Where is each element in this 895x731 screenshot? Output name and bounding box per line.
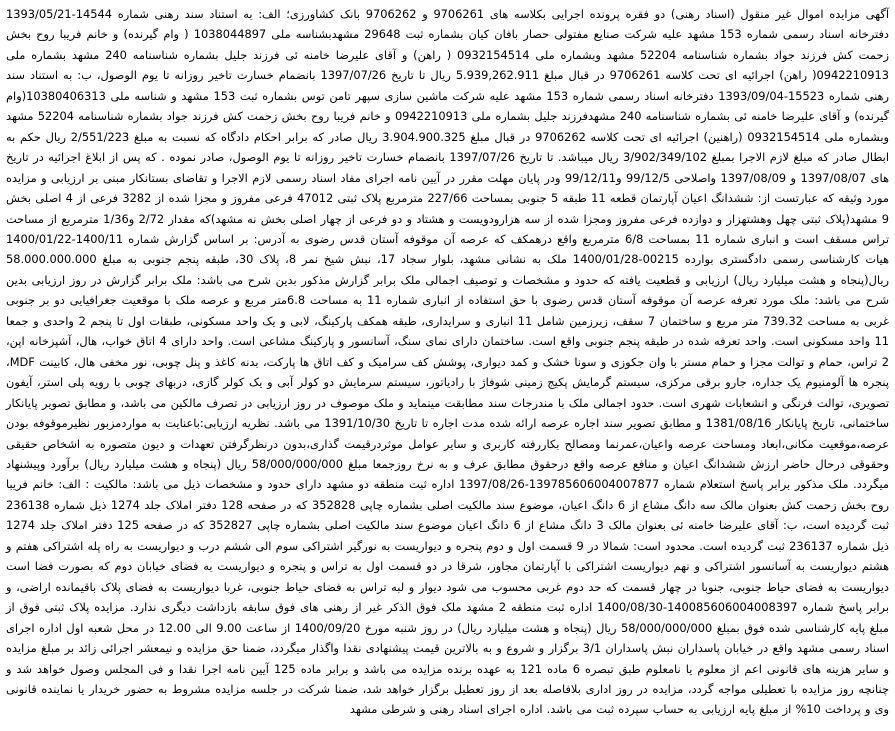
auction-notice-text: آگهی مزایده اموال غیر منقول (اسناد رهنی) دو فقره پرونده اجرایی بکلاسه های 9706261 و 9706262 بانک کشاورزی؛ الف: به استناد سند رهنی شماره 14544-1393/05/21 دفترخانه اسناد رسمی شماره 153 مشهد علیه شرکت صنایع مفتولی حصار بافان کیان بشماره ثبت 29648 مشهدبشناسه ملی 1038044897 ( وام گیرنده) و خانم فریبا روح بخش زحمت کش فرزند جواد بشماره شناسنامه 52204 مشهد وبشماره ملی 0932154514 ( راهن) و آقای علیرضا خامنه ئی فرزند جلیل بشماره شناسنامه 240 مشهد بشماره ملی 0942210913( راهن) اجرائیه ای تحت کلاسه 9706261 در قبال مبلغ 5.939,262.911 ریال تا تاریخ 1397/07/26 بانضمام خسارت تاخیر روزانه تا یوم الوصول، ب: به استناد سند رهنی شماره 15523-1393/09/04 دفترخانه اسناد رسمی شماره 153 مشهد علیه شرکت ماشین سازی سپهر تامن توس بشماره ثبت 153 مشهد و شناسه ملی 10380406313(وام گیرنده) و آقای علیرضا خامنه ئی بشماره شناسنامه 240 مشهدفرزند جلیل بشماره ملی 0942210913 و خانم فریبا روح بخش زحمت کش فرزند جواد بشماره شناسنامه 52204 مشهد وبشماره ملی 0932154514 (راهنین) اجرائیه ای تحت کلاسه 9706262 در قبال مبلغ 3.904.900.325 ریال صادر که برابر احکام دادگاه که نسبت به مبلغ 2/551/223 ریال حکم به ابطال صادر که مبلغ لازم الاجرا بمبلغ 3/902/349/102 ریال میباشد. تا تاریخ 1397/07/26 بانضمام خسارت تاخیر روزانه تا یوم الوصول، صادر نموده . که پس از ابلاغ اجرائیه در تاریخ های 1397/08/07 و 1397/08/09 واصلاحی 99/12/5 و99/12/11 ودر پایان مهلت مقرر در آیین نامه اجرای مفاد اسناد رسمی لازم الاجرا و تقاضای بستانکار مبنی بر ارزیابی و مزایده مورد وثیقه که عبارتست از: ششدانگ اعیان آپارتمان قطعه 11 طبقه 5 جنوبی بمساحت 227/66 مترمربع پلاک ثبتی 47012 فرعی مفروز و مجزا شده از 3282 فرعی از 4 اصلی بخش 9 مشهد(پلاک ثبتی چهل وهشتهزار و دوازده فرعی مفروز ومجزا شده از سه هزارودویست و هشتاد و دو فرعی از چهار اصلی بخش نه مشهد)که مقدار 2/72 و1/36 مترمربع از مساحت تراس مسقف است و انباری شماره 11 بمساحت 6/8 مترمربع واقع درهمکف که عرصه آن موقوفه آستان قدس رضوی به آدرس: بر اساس گزارش شماره 1400/11-1400/01/22 هیات کارشناسی رسمی دادگستری بوارده 00215-1400/01/28 ملک به نشانی مشهد، بلوار سجاد 17، نبش شیخ نمر 8، پلاک 30، طبقه پنجم جنوبی به مبلغ 58.000.000.000 ریال(پنجاه و هشت میلیارد ریال) ارزیابی و قطعیت یافته که حدود و مشخصات و توصیف اجمالی ملک برابر گزارش مذکور بدین شرح می باشد: ملک برابر گزارش در روز ارزیابی بدین شرح می باشد: ملک مورد تعرفه عرصه آن موقوفه آستان قدس رضوی با حق استفاده از انباری شماره 11 به مساحت 6.8متر مربع و عرصه ملک با موقعیت جغرافیایی دو بر جنوبی غربی به مساحت 739.32 متر مربع و ساختمان 7 سقف، زیرزمین شامل 11 انباری و سرایداری، طبقه همکف پارکینگ، لابی و یک واحد مسکونی، طبقات اول تا پنجم 2 واحدی و جمعا 11 واحد مسکونی است. واحد تعرفه شده در طبقه پنجم جنوبی واقع است. ساختمان دارای نمای سنگ، آسانسور و پارکینگ مشاعی است. واحد دارای 4 اتاق خواب، هال، آشپزخانه اپن، 2 تراس، حمام و توالت مجزا و حمام مستر با وان جکوزی و سونا خشک و کمد دیواری، پوشش کف سرامیک و کف اتاق ها پارکت، بدنه کاغذ و پنل چوبی، نور مخفی هال، کابینت MDF، پنجره ها آلومنیوم یک جداره، جارو برقی مرکزی، سیستم گرمایش پکیج زمینی شوفاژ با رادیاتور، سیستم سرمایش دو کولر آبی و یک کولر گازی، دربهای چوبی با رویه پلی استر، آیفون تصویری، توالت فرنگی و انشعابات شهری است. حدود اجمالی ملک با مندرجات سند مطابقت مینماید و ملک موصوف در روز ارزیابی در تصرف مالکین می باشد، و مطابق تصویر پایانکار ساختمانی، تاریخ پایانکار 1381/08/16 و مطابق تصویر سند اجاره عرصه ارائه شده مدت اجاره تا تاریخ 1391/10/30 می باشد. نظریه ارزیابی:باعنایت به مواردمزبور نظیرموقوفه بودن عرصه،موقعیت مکانی،ابعاد ومساحت عرصه واعیان،عمرنما ومصالح بکاررفته کاربری و سایر عوامل موثردرقیمت گذاری،بدون درنظرگرفتن تعهدات و دیون متصوره به اشخاص حقیقی وحقوقی درحال حاضر ارزش ششدانگ اعیان و منافع عرصه واقع درحقوق مطابق عرف و به نرخ روزجمعا مبلغ 58/000/000/000 ریال (پنجاه و هشت میلیارد ریال) برآورد وپیشنهاد میگردد. ملک مذکور برابر پاسخ استعلام شماره 139785606004007877-1397/08/26 اداره ثبت منطقه دو مشهد دارای حدود و مشخصات ذیل می باشد: مالکیت : الف: خانم فریبا روح بخش زحمت کش بعنوان مالک سه دانگ مشاع از 6 دانگ اعیان، موضوع سند مالکیت اصلی بشماره چاپی 352828 که در صفحه 128 دفتر املاک جلد 1274 ذیل شماره 236138 ثبت گردیده است، ب: آقای علیرضا خامنه ئی بعنوان مالک 3 دانگ مشاع از 6 دانگ اعیان موضوع سند مالکیت اصلی بشماره چاپی 352827 که در صفحه 125 دفتر املاک جلد 1274 ذیل شماره 236137 ثبت گردیده است. محدود است: شمالا در 9 قسمت اول و دوم پنجره و دیواریست به نورگیر اشتراکی سوم الی ششم درب و دیواریست به راه پله اشتراکی هفتم و هشتم دیواریست به آسانسور اشتراکی و نهم دیواریست اشتراکی با آپارتمان مجاور، شرقا در دو قسمت اول به تراس و پنجره و دیواریست به فضای خیابان دوم که بصورت فضا است دیواریست به فضای حیاط جنوبی، جنوبا در چهار قسمت که حد دوم غربی محسوب می شود دیوار و لبه تراس به فضای حیاط جنوبی، غربا دیواریست به فضای پلاک باقیمانده اراضی، و برابر پاسخ شماره 140085606004008397-1400/08/30 اداره ثبت منطقه 2 مشهد ملک فوق الذکر غیر از رهنی های فوق سابقه بازداشت دیگری ندارد. مزایده پلاک ثبتی فوق از مبلغ پایه کارشناسی شده فوق بمبلغ 58/000/000/000 ریال (پنجاه و هشت میلیارد ریال) در روز شنبه مورخ 1400/09/20 از ساعت 9.00 الی 12.00 در محل شعبه اول اداره اجرای اسناد رسمی مشهد واقع در خیابان پاسداران نبش پاسداران 3/1 برگزار و شروع و به بالاترین قیمت پیشنهادی نقدا واگذار میگردد، ضمنا حق مزایده و نیمعشر اجرائی زائد بر مبلغ مزایده و سایر هزینه های قانونی اعم از معلوم یا نامعلوم طبق تبصره 6 ماده 121 به عهده برنده مزایده می باشد و برابر ماده 125 آیین نامه اجرا نقدا و فی المجلس وصول خواهد شد و چنانچه روز مزایده با تعطیلی مواجه گردد، مزایده در روز اداری بلافاصله بعد از روز تعطیل برگزار خواهد شد، ضمنا شرکت در جلسه مزایده مشروط به حضور خریدار یا نماینده قانونی وی و پرداخت 10% از مبلغ پایه ارزیابی به حساب سپرده ثبت می باشد. اداره اجرای اسناد رهنی و شرطی مشهد [6, 7, 890, 717]
